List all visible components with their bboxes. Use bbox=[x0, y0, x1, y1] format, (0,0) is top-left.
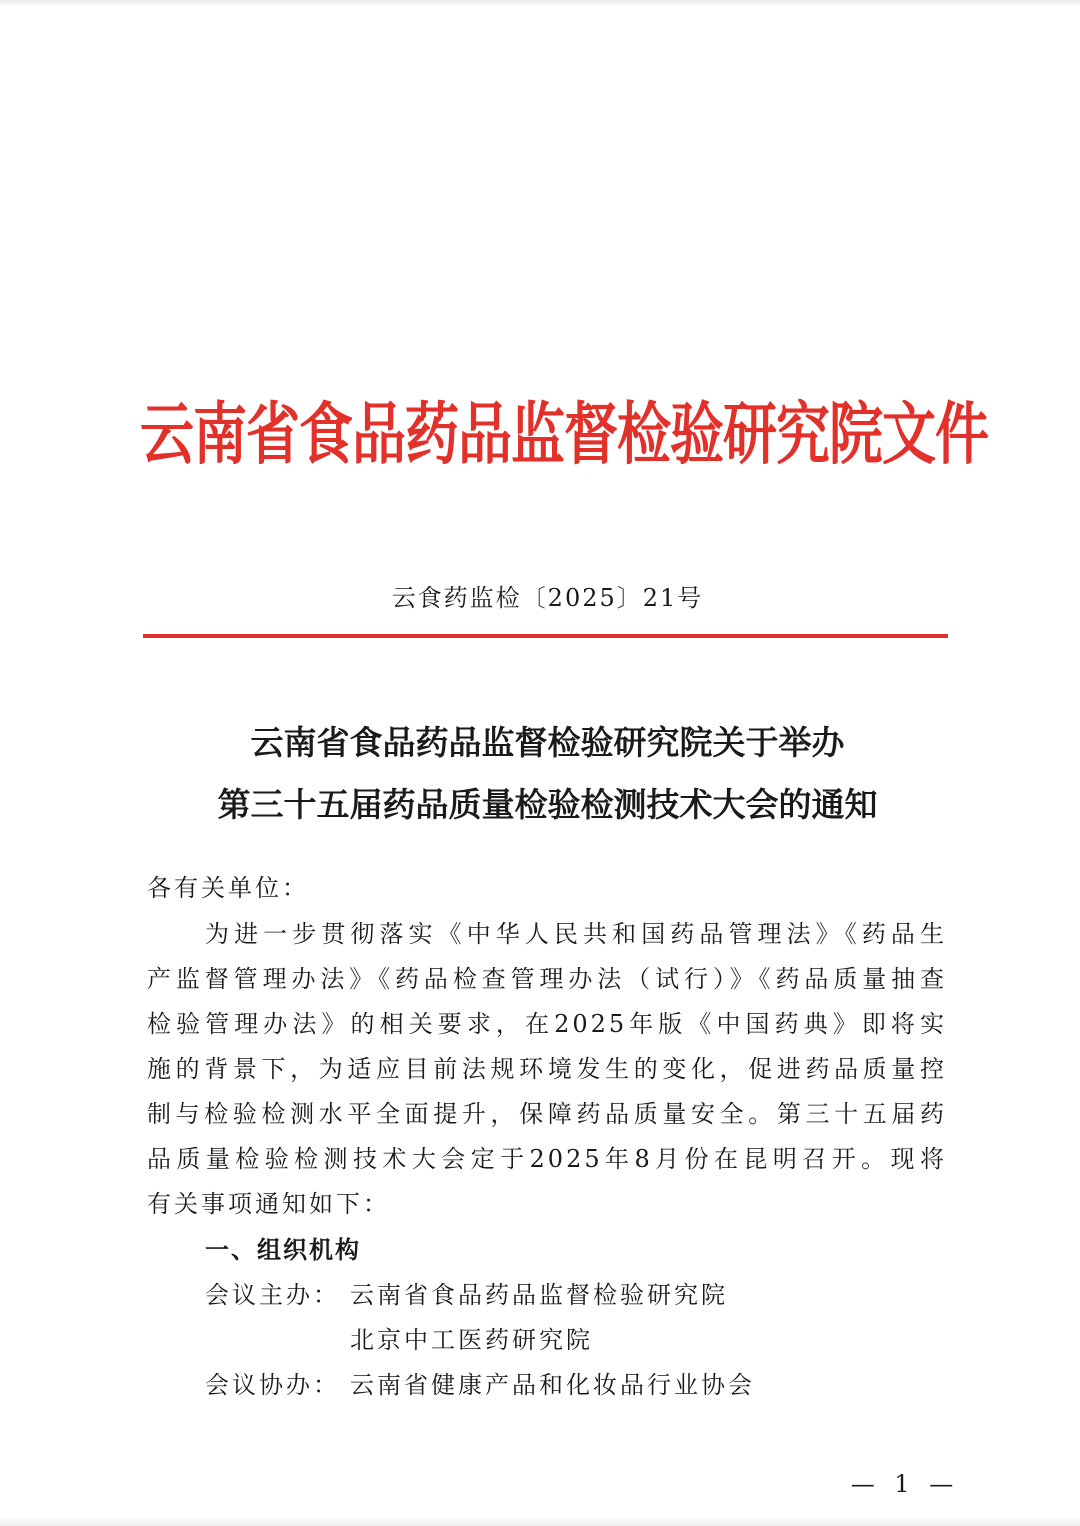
notice-title-line-1: 云南省食品药品监督检验研究院关于举办 bbox=[250, 723, 845, 762]
body-paragraph bbox=[147, 912, 947, 1227]
paragraph-line: 施的背景下，为适应目前法规环境发生的变化，促进药品质量控 bbox=[147, 1055, 947, 1083]
paragraph-line: 品质量检验检测技术大会定于2025年8月份在昆明召开。现将 bbox=[147, 1145, 947, 1173]
paragraph-line: 为进一步贯彻落实《中华人民共和国药品管理法》《药品生 bbox=[205, 920, 947, 948]
issuer-masthead: 云南省食品药品监督检验研究院文件 bbox=[140, 395, 988, 474]
red-separator-rule bbox=[143, 634, 948, 638]
scan-edge-bottom bbox=[0, 1516, 1080, 1526]
host-label: 会议主办： bbox=[205, 1281, 340, 1309]
salutation: 各有关单位： bbox=[147, 874, 309, 902]
co-host-label: 会议协办： bbox=[205, 1371, 340, 1399]
notice-title bbox=[140, 712, 955, 836]
paragraph-line: 有关事项通知如下： bbox=[147, 1190, 390, 1218]
host-organization: 云南省食品药品监督检验研究院 bbox=[350, 1281, 728, 1309]
paragraph-line: 检验管理办法》的相关要求，在2025年版《中国药典》即将实 bbox=[147, 1010, 947, 1038]
co-host-organization: 云南省健康产品和化妆品行业协会 bbox=[350, 1371, 755, 1399]
section-heading-organization: 一、组织机构 bbox=[205, 1236, 361, 1264]
page-number: — 1 — bbox=[850, 1470, 960, 1498]
notice-title-line-2: 第三十五届药品质量检验检测技术大会的通知 bbox=[217, 785, 878, 824]
paragraph-line: 制与检验检测水平全面提升，保障药品质量安全。第三十五届药 bbox=[147, 1100, 947, 1128]
host-organization: 北京中工医药研究院 bbox=[350, 1326, 593, 1354]
document-number: 云食药监检〔2025〕21号 bbox=[391, 584, 704, 612]
scan-edge-top bbox=[0, 0, 1080, 6]
paragraph-line: 产监督管理办法》《药品检查管理办法（试行）》《药品质量抽查 bbox=[147, 965, 947, 993]
